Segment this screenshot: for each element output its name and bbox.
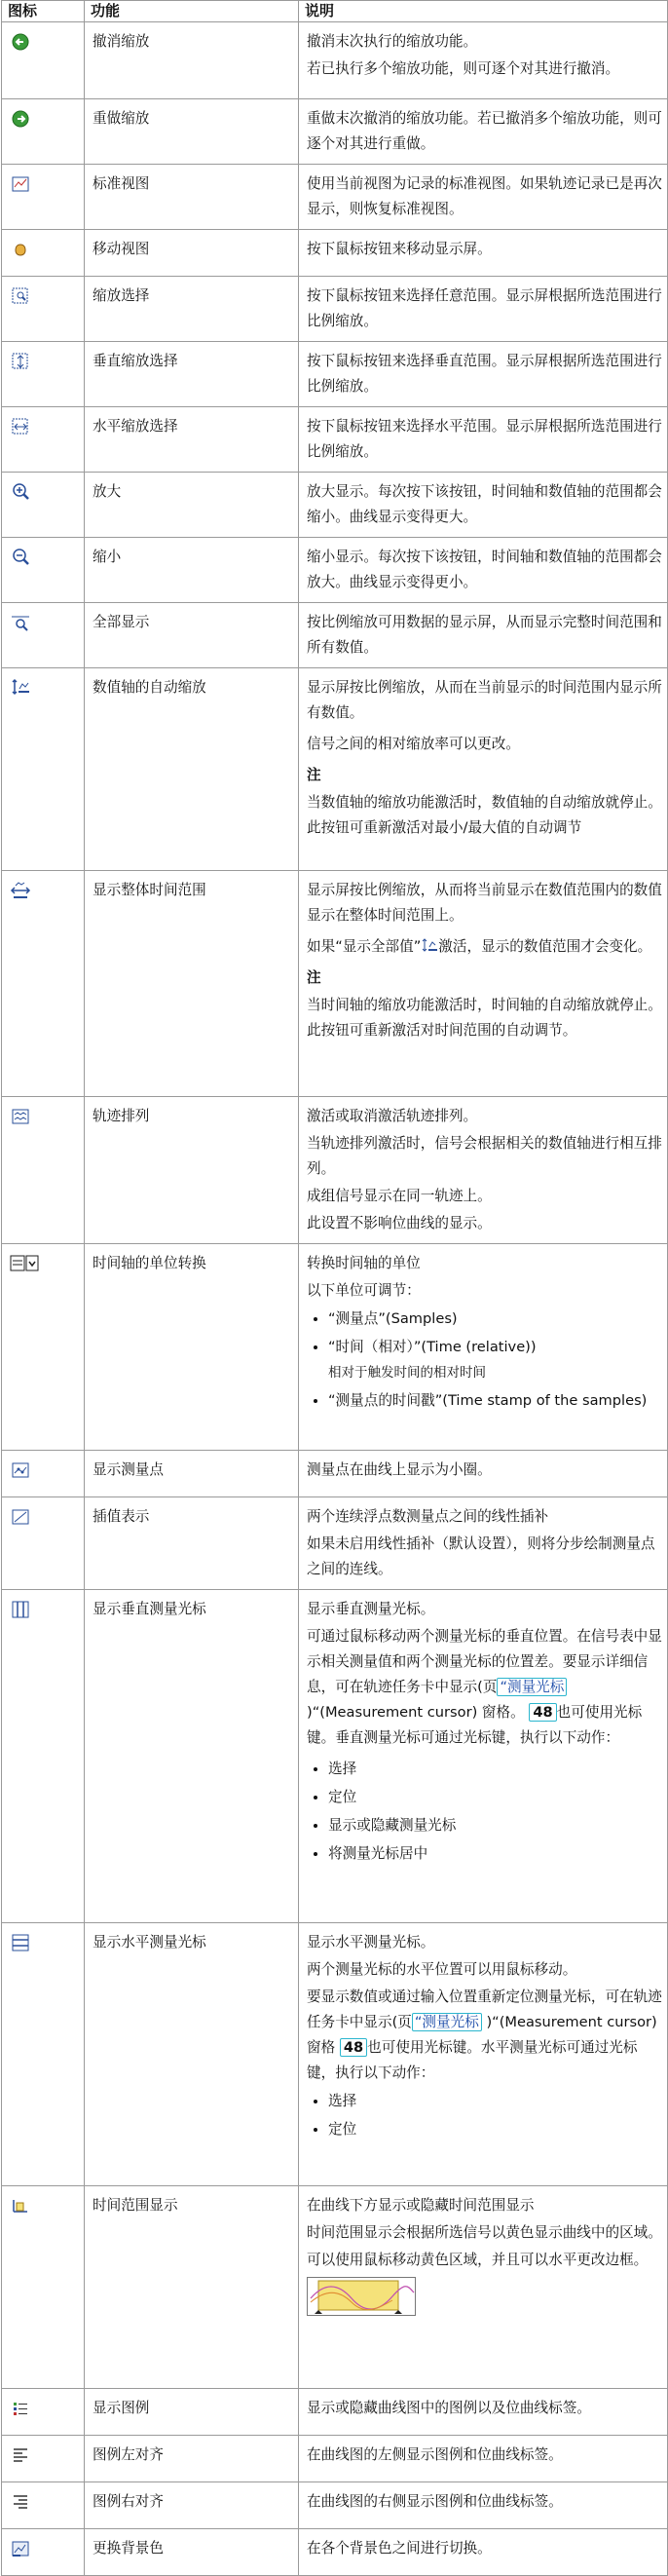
table-row [2, 668, 668, 871]
description: 显示水平测量光标。 两个测量光标的水平位置可以用鼠标移动。 要显示数值或通过输入位置重新定位测量光标，可在轨迹任务卡中显示(页 “测量光标 )“(Measurement cursor) 窗格 48 也可使用光标键。水平测量光标可通过光标键，执行以下动作： • 选择 • 定位 [299, 1923, 668, 2186]
table-row [2, 1451, 668, 1497]
move-view-icon[interactable] [10, 239, 31, 260]
table-row [2, 165, 668, 230]
table-row [2, 538, 668, 603]
function-name: 撤消缩放 [85, 22, 299, 99]
function-name: 显示测量点 [85, 1451, 299, 1497]
description: 在各个背景色之间进行切换。 [299, 2529, 668, 2576]
table-row [2, 407, 668, 473]
function-name: 显示图例 [85, 2389, 299, 2436]
table-row [2, 277, 668, 342]
show-points-icon[interactable] [10, 1459, 31, 1481]
table-header [2, 1, 668, 22]
table-row [2, 1244, 668, 1451]
table-row [2, 230, 668, 277]
list-item: • 定位 [328, 1785, 662, 1810]
function-name: 图例右对齐 [85, 2482, 299, 2529]
table-row [2, 1097, 668, 1244]
list-item: • “测量点”(Samples) [328, 1307, 662, 1332]
time-range-preview-image [307, 2277, 416, 2316]
header-description: 说明 [299, 1, 668, 22]
unit-list [307, 1307, 662, 1414]
legend-right-icon[interactable] [10, 2491, 31, 2513]
zoom-out-icon[interactable] [10, 547, 31, 568]
trace-arrangement-icon[interactable] [10, 1106, 31, 1127]
function-name: 垂直缩放选择 [85, 342, 299, 407]
function-name: 缩放选择 [85, 277, 299, 342]
function-name: 插值表示 [85, 1497, 299, 1590]
function-table [1, 0, 668, 2576]
change-background-icon[interactable] [10, 2538, 31, 2559]
description: 重做末次撤消的缩放功能。若已撤消多个缩放功能，则可逐个对其进行重做。 [299, 99, 668, 165]
function-name: 时间轴的单位转换 [85, 1244, 299, 1451]
page-ref-48[interactable]: 48 [340, 2038, 367, 2057]
function-name: 移动视图 [85, 230, 299, 277]
note-title: 注 [307, 767, 321, 783]
cursor-actions-list [307, 2089, 662, 2142]
cursor-actions-list [307, 1757, 662, 1867]
description: 激活或取消激活轨迹排列。 当轨迹排列激活时，信号会根据相关的数值轴进行相互排列。 成组信号显示在同一轨迹上。 此设置不影响位曲线的显示。 [299, 1097, 668, 1244]
function-name: 图例左对齐 [85, 2436, 299, 2482]
description: 撤消末次执行的缩放功能。 若已执行多个缩放功能，则可逐个对其进行撤消。 [299, 22, 668, 99]
show-all-values-icon [421, 937, 438, 953]
description: 显示屏按比例缩放，从而在当前显示的时间范围内显示所有数值。 信号之间的相对缩放率可以更改。 注 当数值轴的缩放功能激活时，数值轴的自动缩放就停止。此按钮可重新激活对最小/最大值的自动调节 [299, 668, 668, 871]
description: 显示垂直测量光标。 可通过鼠标移动两个测量光标的垂直位置。在信号表中显示相关测量值和两个测量光标的位置差。要显示详细信息，可在轨迹任务卡中显示(页 “测量光标 )“(Measurement cursor) 窗格。 48 也可使用光标键。垂直测量光标可通过光标键，执行以下动作： • 选择 • 定位 • 显示或隐藏测量光标 • 将测量光标居中 [299, 1590, 668, 1923]
list-item: • 选择 [328, 2089, 662, 2114]
table-row [2, 22, 668, 99]
description: 按下鼠标按钮来移动显示屏。 [299, 230, 668, 277]
table-row [2, 2529, 668, 2576]
page-ref-48[interactable]: 48 [529, 1703, 556, 1722]
show-legend-icon[interactable] [10, 2398, 31, 2419]
redo-zoom-icon[interactable] [10, 108, 31, 130]
function-name: 数值轴的自动缩放 [85, 668, 299, 871]
function-name: 缩小 [85, 538, 299, 603]
table-row [2, 2186, 668, 2389]
table-row [2, 2482, 668, 2529]
interpolation-icon[interactable] [10, 1506, 31, 1528]
description: 缩小显示。每次按下该按钮，时间轴和数值轴的范围都会放大。曲线显示变得更小。 [299, 538, 668, 603]
measurement-cursor-link[interactable]: “测量光标 [412, 2013, 482, 2031]
horizontal-cursor-icon[interactable] [10, 1932, 31, 1953]
vertical-cursor-icon[interactable] [10, 1599, 31, 1620]
description: 显示或隐藏曲线图中的图例以及位曲线标签。 [299, 2389, 668, 2436]
list-item: • 显示或隐藏测量光标 [328, 1813, 662, 1838]
show-whole-time-range-icon[interactable] [10, 880, 31, 901]
table-row [2, 473, 668, 538]
legend-left-icon[interactable] [10, 2444, 31, 2466]
list-item: • 定位 [328, 2117, 662, 2142]
zoom-in-icon[interactable] [10, 481, 31, 503]
description: 按比例缩放可用数据的显示屏，从而显示完整时间范围和所有数值。 [299, 603, 668, 668]
undo-zoom-icon[interactable] [10, 31, 31, 53]
table-row [2, 2436, 668, 2482]
list-item: • 将测量光标居中 [328, 1841, 662, 1867]
function-name: 轨迹排列 [85, 1097, 299, 1244]
description: 在曲线图的左侧显示图例和位曲线标签。 [299, 2436, 668, 2482]
description: 转换时间轴的单位 以下单位可调节： • “测量点”(Samples) • “时间（相对）”(Time (relative)) 相对于触发时间的相对时间 • “测量点的时间戳”(Time stamp of the samples) [299, 1244, 668, 1451]
table-row [2, 871, 668, 1097]
table-row [2, 342, 668, 407]
list-item: • “时间（相对）”(Time (relative)) 相对于触发时间的相对时间 [328, 1335, 662, 1385]
description: 放大显示。每次按下该按钮，时间轴和数值轴的范围都会缩小。曲线显示变得更大。 [299, 473, 668, 538]
list-item: • “测量点的时间戳”(Time stamp of the samples) [328, 1388, 662, 1414]
function-name: 时间范围显示 [85, 2186, 299, 2389]
zoom-selection-icon[interactable] [10, 285, 31, 307]
table-row [2, 2389, 668, 2436]
header-icon: 图标 [2, 1, 85, 22]
table-row [2, 99, 668, 165]
note-title: 注 [307, 969, 321, 986]
time-unit-switch-icon[interactable] [10, 1253, 39, 1274]
description: 在曲线图的右侧显示图例和位曲线标签。 [299, 2482, 668, 2529]
description: 显示屏按比例缩放，从而将当前显示在数值范围内的数值显示在整体时间范围上。 如果“显示全部值” 激活，显示的数值范围才会变化。 注 当时间轴的缩放功能激活时，时间轴的自动缩放就停止。此按钮可重新激活对时间范围的自动调节。 [299, 871, 668, 1097]
description: 使用当前视图为记录的标准视图。如果轨迹记录已是再次显示，则恢复标准视图。 [299, 165, 668, 230]
vertical-zoom-icon[interactable] [10, 351, 31, 372]
table-row [2, 1923, 668, 2186]
description: 按下鼠标按钮来选择任意范围。显示屏根据所选范围进行比例缩放。 [299, 277, 668, 342]
description: 在曲线下方显示或隐藏时间范围显示 时间范围显示会根据所选信号以黄色显示曲线中的区域。 可以使用鼠标移动黄色区域，并且可以水平更改边框。 [299, 2186, 668, 2389]
measurement-cursor-link[interactable]: “测量光标 [497, 1678, 567, 1696]
function-name: 标准视图 [85, 165, 299, 230]
description: 按下鼠标按钮来选择水平范围。显示屏根据所选范围进行比例缩放。 [299, 407, 668, 473]
table-row [2, 1590, 668, 1923]
function-name: 放大 [85, 473, 299, 538]
function-name: 显示垂直测量光标 [85, 1590, 299, 1923]
function-name: 显示整体时间范围 [85, 871, 299, 1097]
function-name: 显示水平测量光标 [85, 1923, 299, 2186]
header-function: 功能 [85, 1, 299, 22]
description: 测量点在曲线上显示为小圈。 [299, 1451, 668, 1497]
function-name: 水平缩放选择 [85, 407, 299, 473]
list-item: • 选择 [328, 1757, 662, 1782]
show-all-icon[interactable] [10, 612, 31, 633]
table-row [2, 1497, 668, 1590]
function-name: 更换背景色 [85, 2529, 299, 2576]
function-name: 重做缩放 [85, 99, 299, 165]
description: 按下鼠标按钮来选择垂直范围。显示屏根据所选范围进行比例缩放。 [299, 342, 668, 407]
table-row [2, 603, 668, 668]
function-name: 全部显示 [85, 603, 299, 668]
value-axis-autoscale-icon[interactable] [10, 677, 31, 699]
standard-view-icon[interactable] [10, 173, 31, 195]
description: 两个连续浮点数测量点之间的线性插补 如果未启用线性插补（默认设置），则将分步绘制测量点之间的连线。 [299, 1497, 668, 1590]
horizontal-zoom-icon[interactable] [10, 416, 31, 437]
time-range-display-icon[interactable] [10, 2195, 31, 2216]
